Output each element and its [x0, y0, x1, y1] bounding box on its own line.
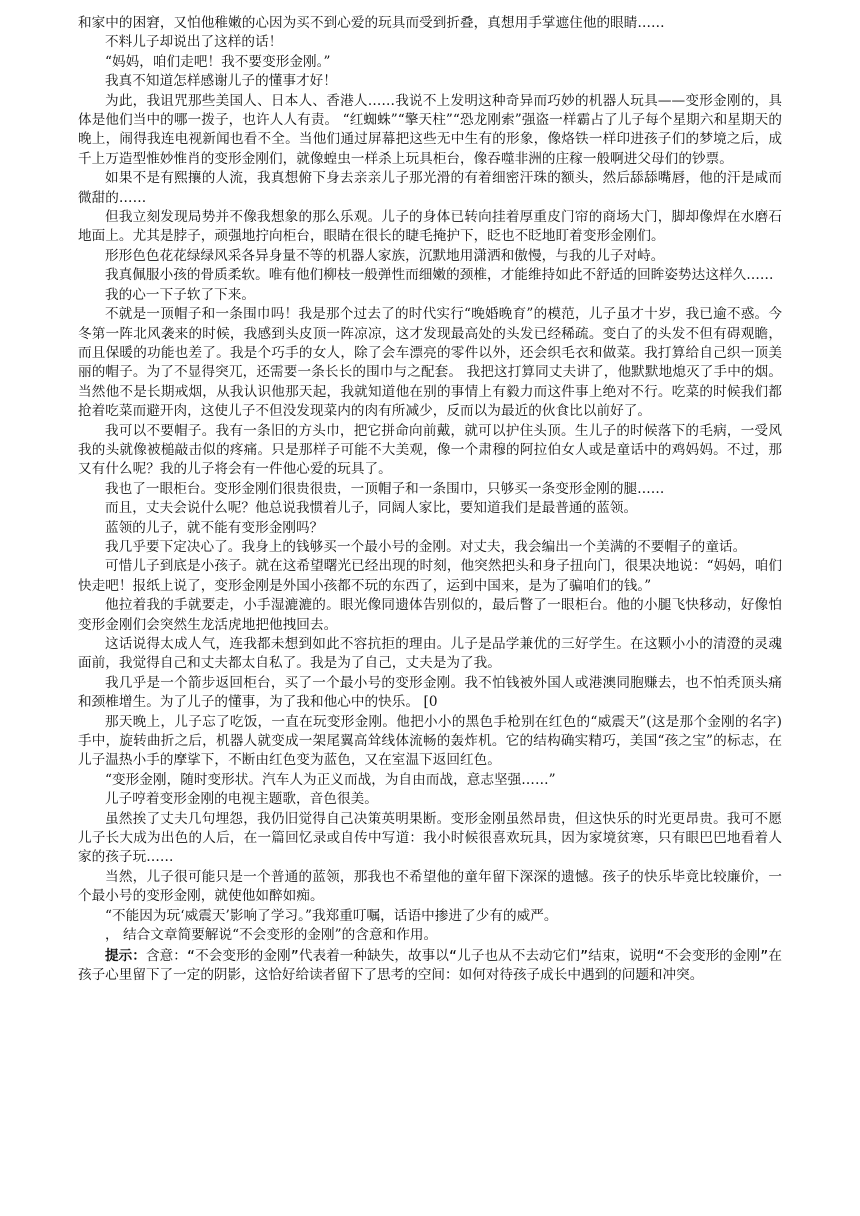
- paragraph: 不就是一顶帽子和一条围巾吗！我是那个过去了的时代实行“晚婚晚育”的模范，儿子虽才十岁，我已逾不惑。今冬第一阵北风袭来的时候，我感到头皮顶一阵凉凉，这才发现最高处的头发已经稀疏。变白了的头发不但有碍观瞻，而且保暖的功能也差了。我是个巧手的女人，除了会车漂亮的零件以外，还会织毛衣和做菜。我打算给自己织一顶美丽的帽子。为了不显得突兀，还需要一条长长的围巾与之配套。 我把这打算同丈夫讲了，他默默地熄灭了手中的烟。当然他不是长期戒烟，从我认识他那天起，我就知道他在别的事情上有毅力而这件事上绝对不行。吃菜的时候我们都抢着吃菜而避开肉，这使儿子不但没发现菜内的肉有所减少，反而以为最近的伙食比以前好了。: [78, 306, 782, 420]
- paragraph: 为此，我诅咒那些美国人、日本人、香港人……我说不上发明这种奇异而巧妙的机器人玩具——变形金刚的，具体是他们当中的哪一拨子，也许人人有责。 “红蜘蛛”“擎天柱”“恐龙刚索”强盗一样霸占了儿子每个星期六和星期天的晚上，闹得我连电视新闻也看不全。当他们通过屏幕把这些无中生有的形象，像烙铁一样印进孩子们的梦境之后，成千上万造型惟妙惟肖的变形金刚们，就像蝗虫一样杀上玩具柜台，像吞噬非洲的庄稼一般啊进父母们的钞票。: [78, 92, 782, 167]
- paragraph: 和家中的困窘，又怕他稚嫩的心因为买不到心爱的玩具而受到折叠，真想用手掌遮住他的眼睛……: [78, 15, 665, 31]
- paragraph: 蓝领的儿子，就不能有变形金刚吗？: [105, 519, 324, 536]
- paragraph: 不料儿子却说出了这样的话！: [105, 34, 283, 51]
- paragraph: “不能因为玩‘威震天’影响了学习。”我郑重叮嘱，话语中掺进了少有的威严。: [105, 907, 558, 924]
- paragraph: “妈妈，咱们走吧！我不要变形金刚。”: [105, 53, 331, 70]
- paragraph: 我真不知道怎样感谢儿子的懂事才好！: [105, 73, 337, 90]
- paragraph: 我几乎要下定决心了。我身上的钱够买一个最小号的金刚。对丈夫，我会编出一个美满的不要帽子的童话。: [105, 538, 747, 555]
- paragraph: 这话说得太成人气，连我都未想到如此不容抗拒的理由。儿子是品学兼优的三好学生。在这颗小小的清澄的灵魂面前，我觉得自己和丈夫都太自私了。我是为了自己，丈夫是为了我。: [78, 636, 782, 672]
- paragraph: 但我立刻发现局势并不像我想象的那么乐观。儿子的身体已转向挂着厚重皮门帘的商场大门，脚却像焊在水磨石地面上。尤其是脖子，顽强地拧向柜台，眼睛在很长的睫毛掩护下，眨也不眨地盯着变形金刚们。: [78, 209, 782, 245]
- question: ， 结合文章简要解说“不会变形的金刚”的含意和作用。: [105, 927, 438, 944]
- paragraph: 我可以不要帽子。我有一条旧的方头巾，把它拼命向前戴，就可以护住头顶。生儿子的时候落下的毛病，一受风我的头就像被槌敲击似的疼痛。只是那样子可能不大美观，像一个肃穆的阿拉伯女人或是童话中的鸡妈妈。不过，那又有什么呢？我的儿子将会有一件他心爱的玩具了。: [78, 422, 782, 478]
- paragraph: 如果不是有熙攘的人流，我真想俯下身去亲亲儿子那光滑的有着细密汗珠的额头，然后舔舔嘴唇，他的汗是咸而微甜的……: [78, 170, 782, 206]
- paragraph: 虽然挨了丈夫几句埋怨，我仍旧觉得自己决策英明果断。变形金刚虽然昂贵，但这快乐的时光更昂贵。我可不愿儿子长大成为出色的人后，在一篇回忆录或自传中写道：我小时候很喜欢玩具，因为家境贫寒，只有眼巴巴地看着人家的孩子玩……: [78, 810, 782, 866]
- paragraph: 他拉着我的手就要走，小手湿漉漉的。眼光像同遗体告别似的，最后瞥了一眼柜台。他的小腿飞快移动，好像怕变形金刚们会突然生龙活虎地把他拽回去。: [78, 597, 782, 633]
- hint-label: 提示：: [105, 947, 146, 964]
- hint-block: [78, 947, 782, 986]
- paragraph: 我的心一下子软了下来。: [105, 286, 256, 303]
- paragraph: 当然，儿子很可能只是一个普通的蓝领，那我也不希望他的童年留下深深的遗憾。孩子的快乐毕竟比较廉价，一个最小号的变形金刚，就使他如醉如痴。: [78, 868, 782, 905]
- paragraph: 我几乎是一个箭步返回柜台，买了一个最小号的变形金刚。我不怕钱被外国人或港澳同胞赚去，也不怕秃顶头痛和颈椎增生。为了儿子的懂事，为了我和他心中的快乐。 [0: [78, 674, 782, 711]
- paragraph: 我真佩服小孩的骨质柔软。唯有他们柳枝一般弹性而细嫩的颈椎，才能维持如此不舒适的回眸姿势达这样久……: [105, 267, 774, 284]
- paragraph: “变形金刚，随时变形状。汽车人为正义而战，为自由而战，意志坚强……”: [105, 771, 556, 788]
- paragraph: 形形色色花花绿绿风采各异身量不等的机器人家族，沉默地用潇洒和傲慢，与我的儿子对峙。: [105, 247, 665, 264]
- paragraph: 那天晚上，儿子忘了吃饭，一直在玩变形金刚。他把小小的黑色手枪别在红色的“威震天”(这是那个金刚的名字)手中，旋转曲折之后，机器人就变成一架尾翼高耸线体流畅的轰炸机。它的结构确实精巧，美国“孩之宝”的标志，在儿子温热小手的摩挲下，不断由红色变为蓝色，又在室温下返回红色。: [78, 713, 782, 769]
- paragraph: 儿子哼着变形金刚的电视主题歌，音色很美。: [105, 791, 378, 808]
- hint-text: 含意：“不会变形的金刚”代表着一种缺失，故事以“儿子也从不去动它们”结束，说明“不会变形的金刚”在孩子心里留下了一定的阴影，这恰好给读者留下了思考的空间：如何对待孩子成长中遇到的问题和冲突。: [78, 947, 782, 983]
- paragraph: 可惜儿子到底是小孩子。就在这希望曙光已经出现的时刻，他突然把头和身子扭向门，很果决地说：“妈妈，咱们快走吧！报纸上说了，变形金刚是外国小孩都不玩的东西了，运到中国来，是为了骗咱们的钱。”: [78, 558, 782, 594]
- paragraph: 我也了一眼柜台。变形金刚们很贵很贵，一顶帽子和一条围巾，只够买一条变形金刚的腿……: [105, 480, 665, 497]
- article-body: [78, 14, 782, 985]
- paragraph: 而且，丈夫会说什么呢？他总说我惯着儿子，同阔人家比，要知道我们是最普通的蓝领。: [105, 500, 638, 517]
